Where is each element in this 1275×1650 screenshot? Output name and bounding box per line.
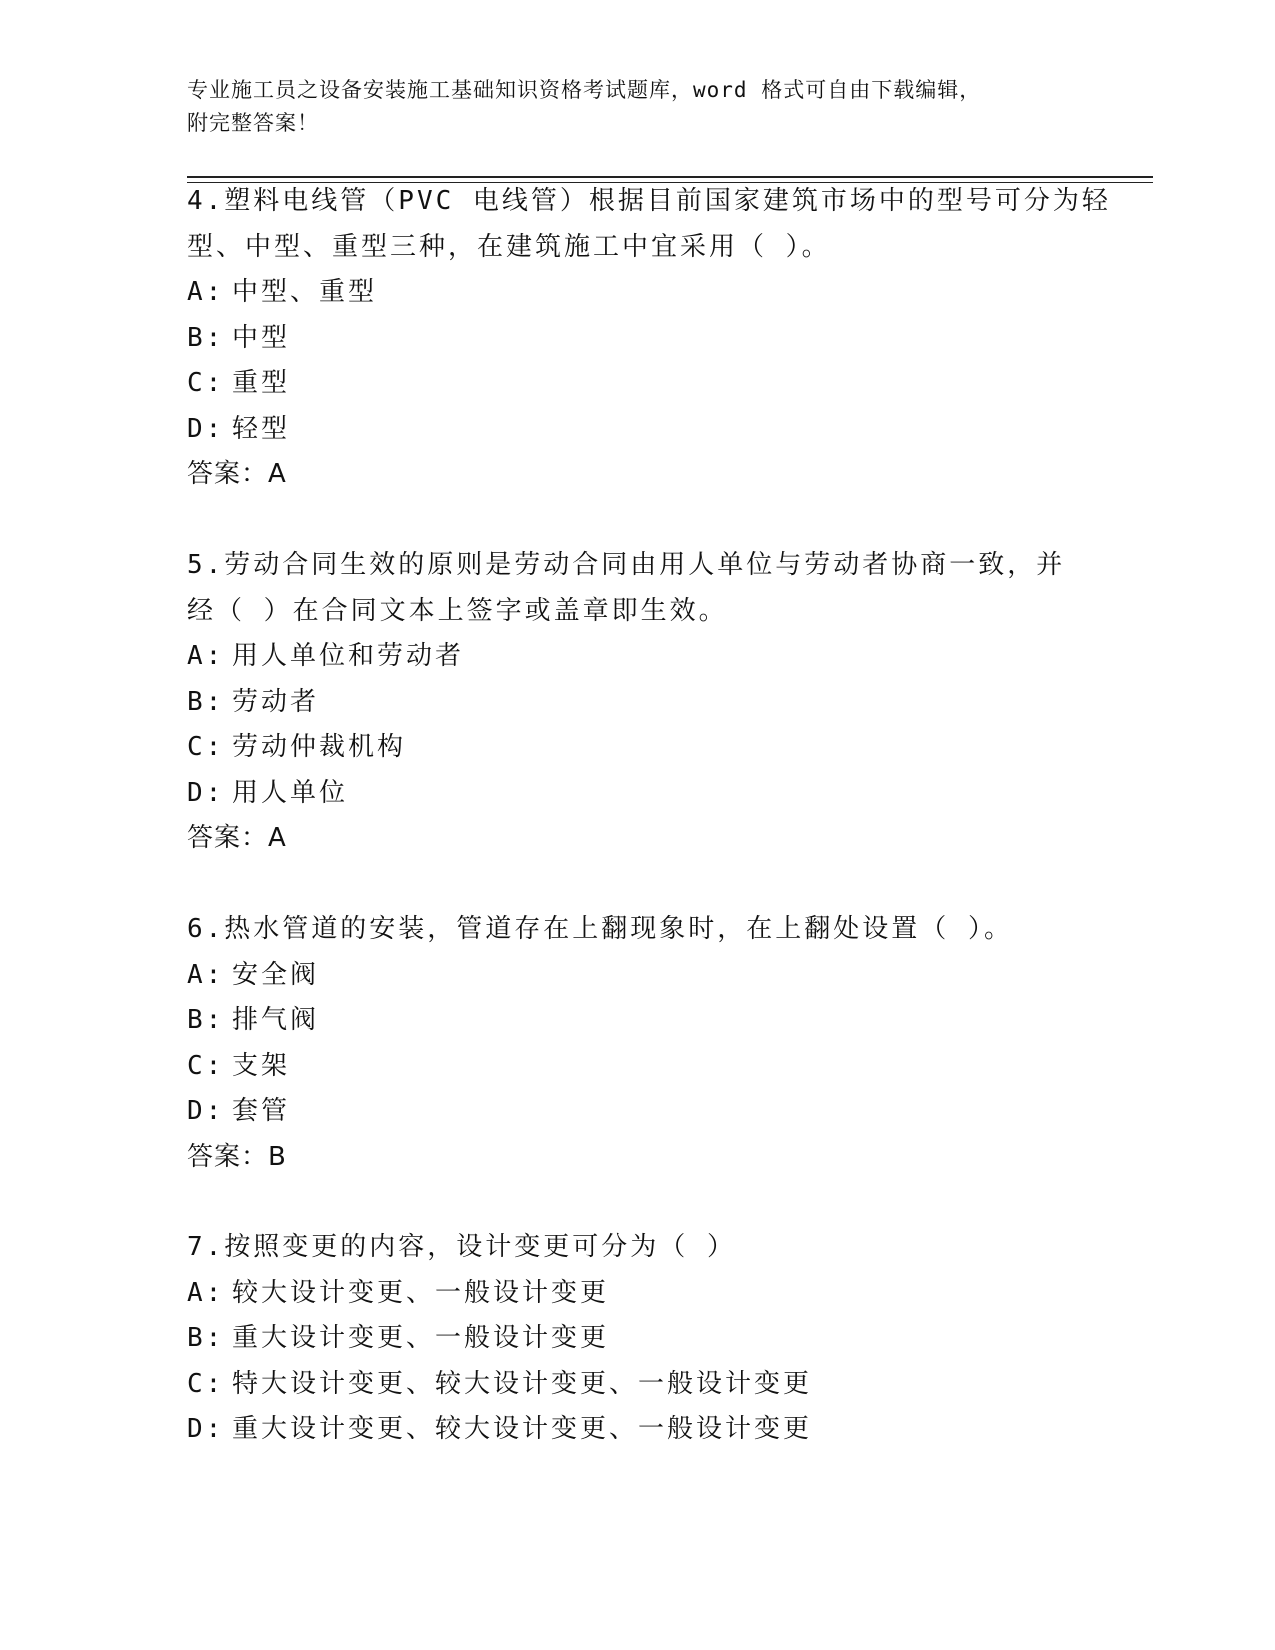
option-a <box>187 953 1087 999</box>
answer-line: 答案：B <box>187 1141 287 1172</box>
option-text: 特大设计变更、较大设计变更、一般设计变更 <box>232 1368 813 1399</box>
option-letter: B: <box>187 686 225 717</box>
question-stem-line: 4.塑料电线管（PVC 电线管）根据目前国家建筑市场中的型号可分为轻 <box>187 186 1111 216</box>
question-stem-line: 5.劳动合同生效的原则是劳动合同由用人单位与劳动者协商一致，并 <box>187 550 1066 580</box>
option-b <box>187 998 1087 1044</box>
question-4 <box>187 179 1111 498</box>
option-text: 劳动仲裁机构 <box>232 732 407 762</box>
option-letter: C: <box>187 368 225 398</box>
option-letter: A: <box>187 1277 225 1308</box>
option-letter: C: <box>187 732 225 762</box>
option-b <box>187 680 1087 726</box>
intro-line-1: 专业施工员之设备安装施工基础知识资格考试题库，word 格式可自由下载编辑， <box>187 78 982 102</box>
option-text: 较大设计变更、一般设计变更 <box>232 1277 610 1308</box>
option-letter: C: <box>187 1368 225 1399</box>
option-text: 重大设计变更、较大设计变更、一般设计变更 <box>232 1414 813 1444</box>
option-letter: D: <box>187 1414 225 1444</box>
option-letter: B: <box>187 1323 225 1353</box>
option-letter: D: <box>187 413 225 444</box>
option-text: 中型 <box>232 322 291 353</box>
option-d <box>187 1089 1087 1135</box>
option-b <box>187 316 1087 362</box>
question-5 <box>187 543 1087 862</box>
option-c <box>187 361 1087 407</box>
option-c <box>187 1362 1087 1408</box>
option-text: 用人单位 <box>232 777 349 808</box>
option-a <box>187 1271 1087 1317</box>
option-text: 重大设计变更、一般设计变更 <box>232 1323 610 1353</box>
option-text: 安全阀 <box>232 959 320 990</box>
option-c <box>187 725 1087 771</box>
option-text: 排气阀 <box>232 1005 320 1035</box>
question-stem-line: 6.热水管道的安装，管道存在上翻现象时，在上翻处设置（ ）。 <box>187 914 1013 944</box>
option-d <box>187 407 1087 453</box>
option-letter: D: <box>187 777 225 808</box>
option-letter: C: <box>187 1050 225 1081</box>
option-a <box>187 270 1087 316</box>
option-c <box>187 1044 1087 1090</box>
question-stem-line: 经（ ）在合同文本上签字或盖章即生效。 <box>187 595 728 626</box>
question-stem-line: 7.按照变更的内容，设计变更可分为（ ） <box>187 1232 736 1262</box>
option-d <box>187 771 1087 817</box>
option-text: 支架 <box>232 1050 291 1081</box>
option-letter: B: <box>187 322 225 353</box>
option-letter: A: <box>187 277 225 307</box>
option-letter: A: <box>187 959 225 990</box>
option-text: 轻型 <box>232 413 291 444</box>
option-b <box>187 1316 1087 1362</box>
option-letter: A: <box>187 641 225 671</box>
document-intro <box>187 74 1087 140</box>
option-text: 中型、重型 <box>232 277 378 307</box>
question-7 <box>187 1225 1087 1453</box>
option-text: 用人单位和劳动者 <box>232 641 465 671</box>
option-text: 套管 <box>232 1096 291 1126</box>
option-d <box>187 1407 1087 1453</box>
answer-line: 答案：A <box>187 823 287 853</box>
question-6 <box>187 907 1087 1180</box>
option-text: 重型 <box>232 368 291 398</box>
answer-line: 答案：A <box>187 459 287 489</box>
intro-line-2: 附完整答案！ <box>187 111 319 135</box>
option-letter: D: <box>187 1096 225 1126</box>
option-text: 劳动者 <box>232 686 320 717</box>
option-letter: B: <box>187 1005 225 1035</box>
question-stem-line: 型、中型、重型三种，在建筑施工中宜采用（ ）。 <box>187 231 831 262</box>
header-divider-thick <box>187 176 1153 178</box>
option-a <box>187 634 1087 680</box>
